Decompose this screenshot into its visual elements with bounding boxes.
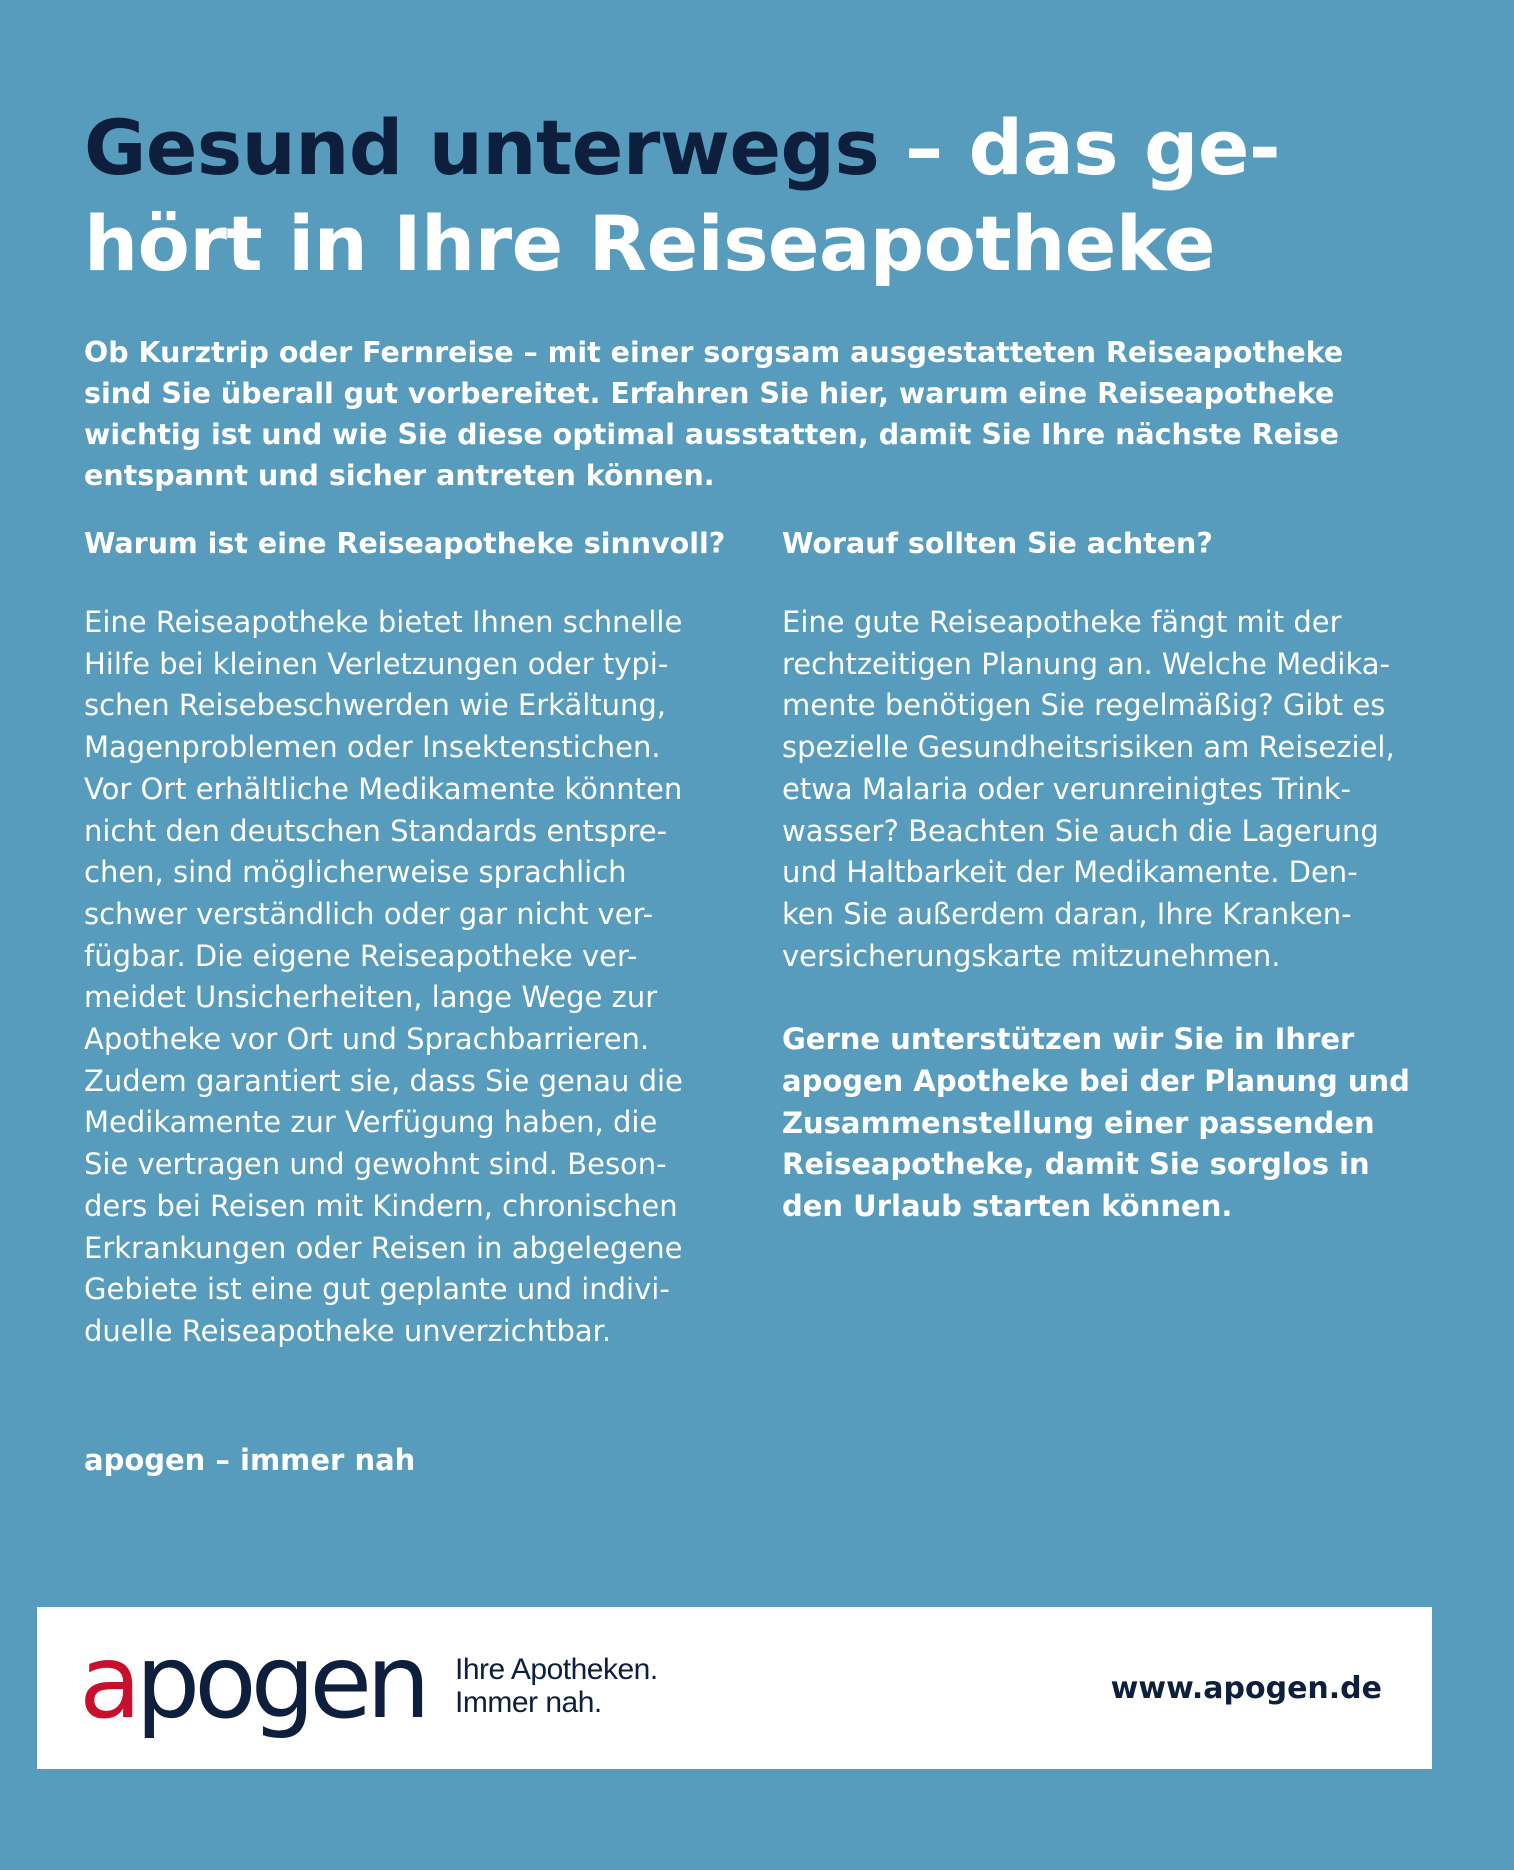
text-line: etwa Malaria oder verunreinigtes Trink- <box>782 771 1351 806</box>
right-column-heading: Worauf sollten Sie achten? <box>782 527 1213 560</box>
text-line: ders bei Reisen mit Kindern, chronischen <box>84 1188 678 1223</box>
slogan <box>455 1653 658 1719</box>
right-column <box>782 520 1462 1228</box>
logo-letter-a: a <box>79 1623 136 1742</box>
text-line: versicherungskarte mitzunehmen. <box>782 938 1281 973</box>
intro-line: entspannt und sicher antreten können. <box>84 459 715 492</box>
left-column-heading: Warum ist eine Reiseapotheke sinnvoll? <box>84 527 726 560</box>
intro-line: Ob Kurztrip oder Fernreise – mit einer sorgsam ausgestatteten Reiseapotheke <box>84 336 1344 369</box>
text-line: Medikamente zur Verfügung haben, die <box>84 1105 658 1140</box>
text-line: duelle Reiseapotheke unverzichtbar. <box>84 1313 612 1348</box>
slogan-line-2: Immer nah. <box>455 1686 602 1719</box>
intro-paragraph <box>84 332 1444 496</box>
cta-line: Reiseapotheke, damit Sie sorglos in <box>782 1147 1370 1182</box>
text-line: nicht den deutschen Standards entspre- <box>84 813 668 848</box>
tagline: apogen – immer nah <box>84 1443 416 1477</box>
text-line: spezielle Gesundheitsrisiken am Reiseziel, <box>782 730 1395 765</box>
text-line: Hilfe bei kleinen Verletzungen oder typi- <box>84 646 669 681</box>
text-line: Zudem garantiert sie, dass Sie genau die <box>84 1063 683 1098</box>
text-line: schen Reisebeschwerden wie Erkältung, <box>84 688 667 723</box>
right-column-text <box>782 602 1462 977</box>
left-column-text <box>84 602 754 1353</box>
cta-line: Zusammenstellung einer passenden <box>782 1105 1375 1140</box>
text-line: schwer verständlich oder gar nicht ver- <box>84 896 654 931</box>
page-title <box>84 100 1444 292</box>
website-link[interactable]: www.apogen.de <box>1110 1671 1382 1706</box>
logo-wordmark <box>79 1623 425 1742</box>
call-to-action <box>782 1019 1462 1228</box>
title-rest: – das ge- <box>879 103 1280 192</box>
title-line-2: hört in Ihre Reiseapotheke <box>84 199 1215 288</box>
text-line: rechtzeitigen Planung an. Welche Medika- <box>782 646 1390 681</box>
logo-letters: pogen <box>135 1623 425 1742</box>
footer-banner <box>37 1607 1432 1769</box>
text-line: Eine gute Reiseapotheke fängt mit der <box>782 605 1342 639</box>
text-line: chen, sind möglicherweise sprachlich <box>84 855 627 890</box>
text-line: wasser? Beachten Sie auch die Lagerung <box>782 813 1379 848</box>
text-line: Erkrankungen oder Reisen in abgelegene <box>84 1230 683 1265</box>
title-line-1 <box>84 100 1444 196</box>
text-line: und Haltbarkeit der Medikamente. Den- <box>782 855 1358 890</box>
text-line: mente benötigen Sie regelmäßig? Gibt es <box>782 688 1386 723</box>
left-column <box>84 520 754 1353</box>
cta-line: den Urlaub starten können. <box>782 1189 1233 1224</box>
text-line: Magenproblemen oder Insektenstichen. <box>84 730 661 765</box>
text-line: fügbar. Die eigene Reiseapotheke ver- <box>84 938 638 973</box>
text-line: Eine Reiseapotheke bietet Ihnen schnelle <box>84 605 683 639</box>
text-line: meidet Unsicherheiten, lange Wege zur <box>84 980 658 1015</box>
intro-line: wichtig ist und wie Sie diese optimal ausstatten, damit Sie Ihre nächste Reise <box>84 418 1339 451</box>
slogan-line-1: Ihre Apotheken. <box>455 1653 658 1686</box>
text-line: Gebiete ist eine gut geplante und indivi- <box>84 1272 670 1307</box>
text-line: ken Sie außerdem daran, Ihre Kranken- <box>782 896 1352 931</box>
cta-line: Gerne unterstützen wir Sie in Ihrer <box>782 1022 1355 1057</box>
intro-line: sind Sie überall gut vorbereitet. Erfahren Sie hier, warum eine Reiseapotheke <box>84 377 1335 410</box>
apogen-logo <box>79 1617 425 1757</box>
title-highlight: Gesund unterwegs <box>84 103 880 192</box>
text-line: Sie vertragen und gewohnt sind. Beson- <box>84 1147 667 1182</box>
text-line: Vor Ort erhältliche Medikamente könnten <box>84 771 683 806</box>
text-line: Apotheke vor Ort und Sprachbarrieren. <box>84 1022 650 1057</box>
cta-line: apogen Apotheke bei der Planung und <box>782 1064 1410 1099</box>
